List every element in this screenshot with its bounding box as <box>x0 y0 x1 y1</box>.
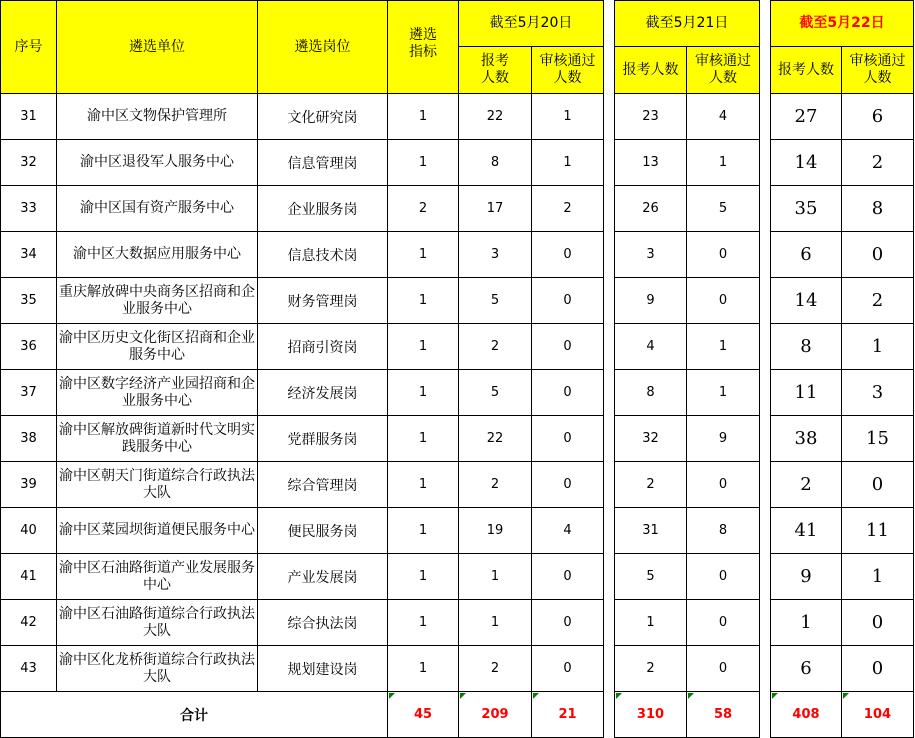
position-cell: 产业发展岗 <box>258 554 388 600</box>
table-row <box>1 646 914 692</box>
quota-cell: 1 <box>388 324 459 370</box>
header-unit: 遴选单位 <box>57 1 258 94</box>
header-date-22: 截至5月22日 <box>771 1 914 47</box>
position-cell: 便民服务岗 <box>258 508 388 554</box>
column-gap <box>604 186 615 232</box>
quota-cell: 1 <box>388 416 459 462</box>
unit-cell: 渝中区文物保护管理所 <box>57 94 258 140</box>
passed-0521-cell: 0 <box>687 278 760 324</box>
applicants-0520-cell: 2 <box>459 646 532 692</box>
passed-0521-cell: 4 <box>687 94 760 140</box>
passed-0520-cell: 0 <box>532 370 604 416</box>
passed-0521-cell: 9 <box>687 416 760 462</box>
applicants-0521-cell: 5 <box>615 554 687 600</box>
column-gap <box>760 1 771 94</box>
seq-cell: 35 <box>1 278 57 324</box>
column-gap <box>604 140 615 186</box>
applicants-0521-cell: 26 <box>615 186 687 232</box>
total-label: 合计 <box>1 692 388 738</box>
unit-cell: 渝中区化龙桥街道综合行政执法大队 <box>57 646 258 692</box>
header-passed-text: 审核通过人数 <box>539 53 596 86</box>
applicants-0522-cell: 1 <box>771 600 842 646</box>
column-gap <box>604 232 615 278</box>
passed-0521-cell: 0 <box>687 600 760 646</box>
unit-cell: 渝中区历史文化街区招商和企业服务中心 <box>57 324 258 370</box>
quota-cell: 1 <box>388 554 459 600</box>
passed-0520-cell: 0 <box>532 600 604 646</box>
column-gap <box>760 554 771 600</box>
unit-cell: 重庆解放碑中央商务区招商和企业服务中心 <box>57 278 258 324</box>
passed-0522-cell: 2 <box>842 140 914 186</box>
unit-cell: 渝中区朝天门街道综合行政执法大队 <box>57 462 258 508</box>
table-row <box>1 416 914 462</box>
quota-cell: 1 <box>388 600 459 646</box>
applicants-0521-cell: 2 <box>615 462 687 508</box>
passed-0520-cell: 2 <box>532 186 604 232</box>
table-row <box>1 370 914 416</box>
applicants-0521-cell: 23 <box>615 94 687 140</box>
applicants-0522-cell: 6 <box>771 646 842 692</box>
applicants-0521-cell: 8 <box>615 370 687 416</box>
seq-cell: 40 <box>1 508 57 554</box>
applicants-0522-cell: 6 <box>771 232 842 278</box>
column-gap <box>760 462 771 508</box>
applicants-0522-cell: 14 <box>771 278 842 324</box>
seq-cell: 33 <box>1 186 57 232</box>
unit-cell: 渝中区解放碑街道新时代文明实践服务中心 <box>57 416 258 462</box>
applicants-0522-cell: 14 <box>771 140 842 186</box>
unit-cell: 渝中区菜园坝街道便民服务中心 <box>57 508 258 554</box>
column-gap <box>760 692 771 738</box>
passed-0520-cell: 4 <box>532 508 604 554</box>
header-row-top <box>1 1 914 47</box>
applicants-0522-cell: 38 <box>771 416 842 462</box>
passed-0522-cell: 6 <box>842 94 914 140</box>
header-applicants-21: 报考人数 <box>615 47 687 94</box>
column-gap <box>604 462 615 508</box>
applicants-0522-cell: 11 <box>771 370 842 416</box>
column-gap <box>604 94 615 140</box>
position-cell: 规划建设岗 <box>258 646 388 692</box>
unit-cell: 渝中区退役军人服务中心 <box>57 140 258 186</box>
total-applicants-0521: 310 <box>615 692 687 738</box>
seq-cell: 38 <box>1 416 57 462</box>
passed-0522-cell: 1 <box>842 554 914 600</box>
applicants-0521-cell: 9 <box>615 278 687 324</box>
column-gap <box>604 600 615 646</box>
applicants-0521-cell: 3 <box>615 232 687 278</box>
passed-0521-cell: 1 <box>687 324 760 370</box>
passed-0521-cell: 0 <box>687 554 760 600</box>
seq-cell: 37 <box>1 370 57 416</box>
column-gap <box>604 554 615 600</box>
passed-0520-cell: 0 <box>532 646 604 692</box>
applicants-0520-cell: 3 <box>459 232 532 278</box>
applicants-0521-cell: 31 <box>615 508 687 554</box>
column-gap <box>604 692 615 738</box>
table-row <box>1 508 914 554</box>
passed-0520-cell: 0 <box>532 554 604 600</box>
position-cell: 党群服务岗 <box>258 416 388 462</box>
passed-0522-cell: 3 <box>842 370 914 416</box>
applicants-0522-cell: 41 <box>771 508 842 554</box>
applicants-0520-cell: 1 <box>459 600 532 646</box>
applicants-0520-cell: 19 <box>459 508 532 554</box>
passed-0522-cell: 0 <box>842 646 914 692</box>
table-row <box>1 94 914 140</box>
passed-0521-cell: 0 <box>687 462 760 508</box>
seq-cell: 42 <box>1 600 57 646</box>
header-quota-text: 遴选指标 <box>409 27 437 60</box>
seq-cell: 39 <box>1 462 57 508</box>
table-row <box>1 186 914 232</box>
quota-cell: 1 <box>388 94 459 140</box>
passed-0520-cell: 0 <box>532 462 604 508</box>
header-date-20: 截至5月20日 <box>459 1 604 47</box>
applicants-0521-cell: 32 <box>615 416 687 462</box>
applicants-0520-cell: 1 <box>459 554 532 600</box>
seq-cell: 41 <box>1 554 57 600</box>
passed-0521-cell: 1 <box>687 370 760 416</box>
position-cell: 财务管理岗 <box>258 278 388 324</box>
applicants-0520-cell: 22 <box>459 94 532 140</box>
column-gap <box>760 600 771 646</box>
passed-0522-cell: 1 <box>842 324 914 370</box>
column-gap <box>604 646 615 692</box>
passed-0522-cell: 0 <box>842 600 914 646</box>
header-quota <box>388 1 459 94</box>
applicants-0522-cell: 27 <box>771 94 842 140</box>
passed-0521-cell: 0 <box>687 646 760 692</box>
table-row <box>1 232 914 278</box>
passed-0520-cell: 1 <box>532 94 604 140</box>
column-gap <box>760 278 771 324</box>
passed-0522-cell: 11 <box>842 508 914 554</box>
passed-0522-cell: 2 <box>842 278 914 324</box>
column-gap <box>760 94 771 140</box>
quota-cell: 1 <box>388 232 459 278</box>
passed-0522-cell: 15 <box>842 416 914 462</box>
position-cell: 信息管理岗 <box>258 140 388 186</box>
passed-0520-cell: 0 <box>532 232 604 278</box>
table-row <box>1 554 914 600</box>
passed-0521-cell: 8 <box>687 508 760 554</box>
header-applicants-20 <box>459 47 532 94</box>
total-row <box>1 692 914 738</box>
column-gap <box>760 324 771 370</box>
passed-0520-cell: 0 <box>532 324 604 370</box>
applicants-0520-cell: 22 <box>459 416 532 462</box>
header-seq: 序号 <box>1 1 57 94</box>
quota-cell: 1 <box>388 370 459 416</box>
quota-cell: 1 <box>388 140 459 186</box>
seq-cell: 43 <box>1 646 57 692</box>
column-gap <box>604 370 615 416</box>
applicants-0520-cell: 2 <box>459 462 532 508</box>
quota-cell: 1 <box>388 278 459 324</box>
column-gap <box>604 416 615 462</box>
header-passed-text: 审核通过人数 <box>849 53 906 86</box>
total-applicants-0520: 209 <box>459 692 532 738</box>
quota-cell: 1 <box>388 508 459 554</box>
seq-cell: 36 <box>1 324 57 370</box>
applicants-0520-cell: 8 <box>459 140 532 186</box>
seq-cell: 34 <box>1 232 57 278</box>
column-gap <box>760 416 771 462</box>
column-gap <box>604 508 615 554</box>
applicants-0521-cell: 2 <box>615 646 687 692</box>
quota-cell: 2 <box>388 186 459 232</box>
header-position: 遴选岗位 <box>258 1 388 94</box>
passed-0521-cell: 5 <box>687 186 760 232</box>
seq-cell: 31 <box>1 94 57 140</box>
passed-0520-cell: 0 <box>532 416 604 462</box>
unit-cell: 渝中区石油路街道产业发展服务中心 <box>57 554 258 600</box>
total-applicants-0522: 408 <box>771 692 842 738</box>
column-gap <box>760 508 771 554</box>
position-cell: 综合管理岗 <box>258 462 388 508</box>
table-row <box>1 462 914 508</box>
passed-0522-cell: 8 <box>842 186 914 232</box>
column-gap <box>604 278 615 324</box>
header-passed-20 <box>532 47 604 94</box>
passed-0522-cell: 0 <box>842 462 914 508</box>
passed-0520-cell: 1 <box>532 140 604 186</box>
applicants-0521-cell: 4 <box>615 324 687 370</box>
position-cell: 招商引资岗 <box>258 324 388 370</box>
table-row <box>1 278 914 324</box>
unit-cell: 渝中区石油路街道综合行政执法大队 <box>57 600 258 646</box>
header-date-21: 截至5月21日 <box>615 1 760 47</box>
column-gap <box>760 140 771 186</box>
quota-cell: 1 <box>388 646 459 692</box>
position-cell: 企业服务岗 <box>258 186 388 232</box>
seq-cell: 32 <box>1 140 57 186</box>
header-passed-21 <box>687 47 760 94</box>
header-passed-22 <box>842 47 914 94</box>
total-quota: 45 <box>388 692 459 738</box>
quota-cell: 1 <box>388 462 459 508</box>
column-gap <box>604 324 615 370</box>
applicants-0522-cell: 35 <box>771 186 842 232</box>
passed-0521-cell: 0 <box>687 232 760 278</box>
total-passed-0522: 104 <box>842 692 914 738</box>
position-cell: 综合执法岗 <box>258 600 388 646</box>
applicants-0522-cell: 9 <box>771 554 842 600</box>
position-cell: 经济发展岗 <box>258 370 388 416</box>
column-gap <box>760 232 771 278</box>
passed-0522-cell: 0 <box>842 232 914 278</box>
applicants-0520-cell: 5 <box>459 370 532 416</box>
table-row <box>1 600 914 646</box>
column-gap <box>604 1 615 94</box>
passed-0521-cell: 1 <box>687 140 760 186</box>
passed-0520-cell: 0 <box>532 278 604 324</box>
column-gap <box>760 646 771 692</box>
position-cell: 信息技术岗 <box>258 232 388 278</box>
applicants-0520-cell: 5 <box>459 278 532 324</box>
applicants-0520-cell: 17 <box>459 186 532 232</box>
table-row <box>1 140 914 186</box>
total-passed-0520: 21 <box>532 692 604 738</box>
unit-cell: 渝中区大数据应用服务中心 <box>57 232 258 278</box>
applicants-0522-cell: 2 <box>771 462 842 508</box>
applicants-0521-cell: 1 <box>615 600 687 646</box>
applicants-0520-cell: 2 <box>459 324 532 370</box>
applicants-0521-cell: 13 <box>615 140 687 186</box>
unit-cell: 渝中区数字经济产业园招商和企业服务中心 <box>57 370 258 416</box>
header-applicants-text: 报考人数 <box>481 53 509 86</box>
column-gap <box>760 186 771 232</box>
unit-cell: 渝中区国有资产服务中心 <box>57 186 258 232</box>
header-applicants-22: 报考人数 <box>771 47 842 94</box>
header-passed-text: 审核通过人数 <box>695 53 751 86</box>
applicants-0522-cell: 8 <box>771 324 842 370</box>
column-gap <box>760 370 771 416</box>
total-passed-0521: 58 <box>687 692 760 738</box>
table-row <box>1 324 914 370</box>
position-cell: 文化研究岗 <box>258 94 388 140</box>
